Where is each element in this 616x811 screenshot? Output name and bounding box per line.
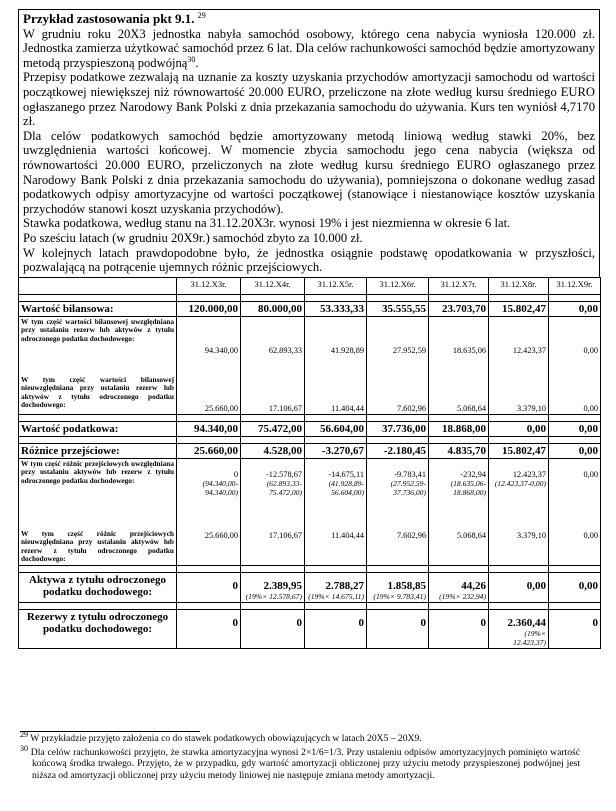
balance-value-cell: 15.802,47 — [489, 301, 549, 316]
footnote-separator — [20, 731, 200, 732]
spacer-cell — [367, 294, 429, 301]
tax-table — [18, 277, 601, 649]
footnote — [20, 729, 580, 745]
temp-diff-sub1-paren: (18.635,06-18.868,00) — [450, 478, 486, 497]
deferred-tax-asset-value: 2.389,95 — [263, 580, 302, 593]
header-blank — [19, 277, 177, 294]
balance-sub-label-1: W tym część wartości bilansowej uwzględniana przy ustalaniu rezerw lub aktywów z tytułu odroczonego podatku dochodowego: — [21, 316, 174, 343]
temp-diff-sub2-value: 0,00 — [583, 530, 598, 540]
spacer-cell — [367, 603, 429, 610]
spacer-row-2 — [19, 414, 601, 421]
balance-value-cell: 0,00 — [549, 301, 601, 316]
temp-diff-sub-cell — [177, 458, 241, 565]
example-title: Przykład zastosowania pkt 9.1. — [23, 11, 195, 26]
deferred-tax-asset-paren: (19%× 14.675,11) — [308, 592, 364, 602]
spacer-cell — [549, 603, 601, 610]
paragraph-5: Po sześciu latach (w grudniu 20X9r.) samochód zbyto za 10.000 zł. — [23, 230, 363, 245]
balance-sub-cell — [305, 316, 367, 414]
temp-diff-cell: -2.180,45 — [367, 443, 429, 458]
spacer-row-1 — [19, 294, 601, 301]
spacer-cell — [19, 414, 177, 421]
column-header: 31.12.X4r. — [241, 277, 305, 294]
column-header: 31.12.X6r. — [367, 277, 429, 294]
tax-value-row — [19, 421, 601, 436]
spacer-cell — [241, 414, 305, 421]
spacer-cell — [489, 436, 549, 443]
temp-diff-sub1-value: -14.675,11 — [328, 469, 364, 479]
temp-diff-sub1-paren: (62.893,33-75.472,00) — [266, 478, 302, 497]
temp-diff-sub2-value: 17.106,67 — [268, 530, 302, 540]
deferred-tax-asset-paren: (19%× 9.783,41) — [373, 592, 426, 602]
deferred-tax-asset-label: Aktywa z tytułu odroczonego podatku dochodowego: — [19, 573, 177, 603]
deferred-tax-asset-value: 1.858,85 — [387, 580, 426, 593]
temp-diff-sub1-value: -9.783,41 — [394, 469, 426, 479]
tax-value-cell: 56.604,00 — [305, 421, 367, 436]
balance-sub1-value: 18.635,06 — [452, 345, 486, 355]
temp-diff-sub1-paren — [551, 479, 598, 525]
footnote-number: 29 — [20, 729, 28, 739]
balance-sub1-value: 41.928,89 — [330, 345, 364, 355]
temp-diff-sub-label-1: W tym część różnic przejściowych uwzględniana przy ustalaniu aktywów lub rezerw z tytułu odroczonego podatku dochodowego: — [21, 458, 174, 485]
spacer-cell — [429, 566, 489, 573]
balance-value-cell: 35.555,55 — [367, 301, 429, 316]
spacer-cell — [241, 603, 305, 610]
spacer-cell — [429, 414, 489, 421]
balance-value-cell: 120.000,00 — [177, 301, 241, 316]
example-page — [18, 9, 600, 649]
deferred-tax-asset-row — [19, 573, 601, 603]
column-header: 31.12.X9r. — [549, 277, 601, 294]
column-header: 31.12.X8r. — [489, 277, 549, 294]
footnote-text: W przykładzie przyjęto założenia co do stawek podatkowych obowiązujących w latach 20X5 – 20X9. — [28, 733, 422, 744]
deferred-tax-asset-paren: (19%× 232,94) — [439, 592, 486, 602]
deferred-tax-reserve-row — [19, 610, 601, 649]
balance-sub2-value: 25.660,00 — [204, 403, 238, 413]
spacer-cell — [549, 294, 601, 301]
paragraph-1 — [23, 27, 595, 71]
balance-value-sub-row — [19, 316, 601, 414]
balance-sub2-value: 5.068,64 — [456, 403, 486, 413]
spacer-cell — [429, 603, 489, 610]
balance-sub2-value: 3.379,10 — [516, 403, 546, 413]
balance-value-cell: 53.333,33 — [305, 301, 367, 316]
spacer-cell — [19, 566, 177, 573]
spacer-cell — [367, 566, 429, 573]
tax-value-cell: 0,00 — [549, 421, 601, 436]
deferred-tax-reserve-value: 0 — [480, 617, 486, 630]
temp-diff-sub1-value: -12.578,67 — [266, 469, 302, 479]
column-header: 31.12.X3r. — [177, 277, 241, 294]
deferred-tax-asset-value: 0,00 — [578, 580, 598, 593]
spacer-cell — [241, 436, 305, 443]
balance-sub-cell — [429, 316, 489, 414]
spacer-cell — [429, 294, 489, 301]
temp-diff-sub1-paren: (41.928,89-56.604,00) — [328, 478, 364, 497]
balance-value-cell: 23.703,70 — [429, 301, 489, 316]
balance-sub1-value: 62.893,33 — [268, 345, 302, 355]
tax-value-cell: 0,00 — [489, 421, 549, 436]
spacer-cell — [19, 294, 177, 301]
temp-diff-sub-labels — [19, 458, 177, 565]
spacer-cell — [19, 603, 177, 610]
spacer-cell — [489, 414, 549, 421]
temp-diff-cell: 4.835,70 — [429, 443, 489, 458]
deferred-tax-reserve-cell — [177, 610, 241, 649]
balance-sub1-value: 27.952,59 — [392, 345, 426, 355]
temp-diff-sub1-paren: (27.952,59-37.736,00) — [390, 478, 426, 497]
spacer-row-4 — [19, 566, 601, 573]
spacer-cell — [177, 294, 241, 301]
balance-sub2-value: 0,00 — [583, 403, 598, 413]
spacer-cell — [489, 603, 549, 610]
deferred-tax-reserve-cell — [549, 610, 601, 649]
temp-diff-label: Różnice przejściowe: — [19, 443, 177, 458]
paragraph-4: Stawka podatkowa, według stanu na 31.12.20X3r. wynosi 19% i jest niezmienna w okresie 6 lat. — [23, 216, 511, 231]
temp-diff-row — [19, 443, 601, 458]
table-header-row — [19, 277, 601, 294]
deferred-tax-reserve-value: 2.360,44 — [507, 617, 546, 630]
deferred-tax-asset-value: 0 — [232, 580, 238, 593]
paragraph-2: Przepisy podatkowe zezwalają na uznanie za koszty uzyskania przychodów amortyzacji samochodu od wartości początkowej niewiększej niż równowartość 20.000 EURO, przeliczone na złote według kursu średniego EURO ogłaszanego przez Narodowy Bank Polski z dnia przekazania samochodu do używania. Kurs ten wyniósł 4,7170 zł. — [23, 70, 595, 129]
deferred-tax-asset-cell — [489, 573, 549, 603]
temp-diff-sub-label-2: W tym część różnic przejściowych nieuwzględniana przy ustalaniu aktywów lub rezerw z tytułu odroczonego podatku dochodowego: — [21, 528, 174, 564]
spacer-cell — [177, 566, 241, 573]
spacer-cell — [489, 566, 549, 573]
spacer-cell — [305, 294, 367, 301]
balance-sub-cell — [177, 316, 241, 414]
deferred-tax-reserve-cell — [429, 610, 489, 649]
temp-diff-sub-row — [19, 458, 601, 565]
temp-diff-sub1-value: -232,94 — [460, 469, 486, 479]
balance-sub-cell — [549, 316, 601, 414]
spacer-cell — [177, 436, 241, 443]
temp-diff-sub-cell — [489, 458, 549, 565]
balance-sub1-value: 0,00 — [583, 345, 598, 355]
deferred-tax-reserve-value: 0 — [358, 617, 364, 630]
temp-diff-sub-cell — [241, 458, 305, 565]
balance-sub1-value: 94.340,00 — [204, 345, 238, 355]
spacer-cell — [549, 566, 601, 573]
spacer-cell — [305, 603, 367, 610]
paragraph-3: Dla celów podatkowych samochód będzie amortyzowany metodą liniową według stawki 20%, bez uwzględnienia wartości końcowej. W momencie zbycia samochodu jego cena nabycia (większa od równowartości 20.000 EURO, przeliczonych na złote według kursu średniego EURO ogłaszanego przez Narodowy Bank Polski z dnia przekazania samochodu do używania), pomniejszona o dokonane według zasad podatkowych odpisy amortyzacyjne od wartości początkowej (stanowiące i niestanowiące kosztów uzyskania przychodów stanowi koszt uzyskania przychodów). — [23, 128, 595, 216]
deferred-tax-reserve-cell — [241, 610, 305, 649]
temp-diff-sub-cell — [549, 458, 601, 565]
deferred-tax-asset-cell — [305, 573, 367, 603]
footnote-ref-29: 29 — [197, 10, 206, 20]
deferred-tax-reserve-value: 0 — [232, 617, 238, 630]
temp-diff-cell: 4.528,00 — [241, 443, 305, 458]
spacer-cell — [305, 436, 367, 443]
spacer-cell — [177, 603, 241, 610]
spacer-cell — [19, 436, 177, 443]
footnotes — [20, 729, 580, 783]
temp-diff-sub2-value: 11.404,44 — [331, 530, 364, 540]
balance-sub2-value: 11.404,44 — [331, 403, 364, 413]
tax-value-label: Wartość podatkowa: — [19, 421, 177, 436]
temp-diff-sub1-value: 0 — [233, 469, 238, 479]
spacer-cell — [177, 414, 241, 421]
deferred-tax-reserve-cell — [305, 610, 367, 649]
balance-sub2-value: 7.602,96 — [396, 403, 426, 413]
temp-diff-sub-cell — [367, 458, 429, 565]
deferred-tax-asset-value: 44,26 — [461, 580, 486, 593]
deferred-tax-reserve-cell — [489, 610, 549, 649]
deferred-tax-asset-paren: (19%× 12.578,67) — [245, 592, 302, 602]
footnote-ref-30: 30 — [187, 54, 196, 64]
deferred-tax-asset-cell — [177, 573, 241, 603]
footnote-text: Dla celów rachunkowości przyjęto, że stawka amortyzacyjna wynosi 2×1/6=1/3. Przy ustaleniu odpisów amortyzacyjnych pominięto wartość końcową środka trwałego. Przyjęto, że w przypadku, gdy wartość amortyzacji obliczonej przy użyciu metody przyspieszonej podwójnej jest niższa od amortyzacji obliczonej przy użyciu metody liniowej nie następuje zmiana metody amortyzacji. — [28, 746, 580, 781]
balance-value-label: Wartość bilansowa: — [19, 301, 177, 316]
paragraph-1-end: . — [195, 55, 199, 70]
temp-diff-sub1-paren: (12.423,37-0,00) — [494, 478, 546, 488]
balance-sub-label-2: W tym część wartości bilansowej nieuwzględniana przy ustalaniu rezerw lub aktywów z tytułu odroczonego podatku dochodowego: — [21, 374, 174, 410]
balance-value-row — [19, 301, 601, 316]
temp-diff-sub1-value: 12.423,37 — [512, 469, 546, 479]
spacer-cell — [489, 294, 549, 301]
deferred-tax-reserve-paren: (19%× 12.423,37) — [513, 629, 546, 648]
deferred-tax-reserve-value: 0 — [592, 617, 598, 630]
column-header: 31.12.X7r. — [429, 277, 489, 294]
deferred-tax-asset-cell — [367, 573, 429, 603]
spacer-cell — [549, 414, 601, 421]
column-header: 31.12.X5r. — [305, 277, 367, 294]
temp-diff-sub2-value: 5.068,64 — [456, 530, 486, 540]
footnote-number: 30 — [20, 743, 28, 753]
spacer-cell — [241, 294, 305, 301]
spacer-row-5 — [19, 603, 601, 610]
spacer-cell — [367, 414, 429, 421]
temp-diff-cell: 25.660,00 — [177, 443, 241, 458]
deferred-tax-asset-value: 0,00 — [526, 580, 546, 593]
spacer-cell — [367, 436, 429, 443]
temp-diff-sub1-value: 0,00 — [583, 469, 598, 479]
balance-value-sub-labels — [19, 316, 177, 414]
deferred-tax-asset-cell — [241, 573, 305, 603]
tax-value-cell: 37.736,00 — [367, 421, 429, 436]
balance-sub2-value: 17.106,67 — [268, 403, 302, 413]
balance-sub-cell — [367, 316, 429, 414]
tax-value-cell: 94.340,00 — [177, 421, 241, 436]
footnote — [20, 743, 580, 782]
example-title-line — [23, 12, 595, 27]
temp-diff-sub2-value: 3.379,10 — [516, 530, 546, 540]
spacer-row-3 — [19, 436, 601, 443]
spacer-cell — [305, 566, 367, 573]
balance-value-cell: 80.000,00 — [241, 301, 305, 316]
temp-diff-sub-cell — [429, 458, 489, 565]
tax-value-cell: 18.868,00 — [429, 421, 489, 436]
deferred-tax-asset-cell — [549, 573, 601, 603]
balance-sub-cell — [489, 316, 549, 414]
temp-diff-sub-cell — [305, 458, 367, 565]
deferred-tax-asset-value: 2.788,27 — [325, 580, 364, 593]
example-intro — [18, 9, 600, 277]
spacer-cell — [429, 436, 489, 443]
deferred-tax-reserve-value: 0 — [420, 617, 426, 630]
paragraph-6: W kolejnych latach prawdopodobne było, że jednostka osiągnie podstawę opodatkowania w przyszłości, pozwalającą na potrącenie ujemnych różnic przejściowych. — [23, 245, 595, 275]
tax-value-cell: 75.472,00 — [241, 421, 305, 436]
temp-diff-sub2-value: 25.660,00 — [204, 530, 238, 540]
temp-diff-sub1-paren: (94.340,00-94.340,00) — [202, 478, 238, 497]
deferred-tax-reserve-value: 0 — [296, 617, 302, 630]
deferred-tax-reserve-cell — [367, 610, 429, 649]
temp-diff-cell: 0,00 — [549, 443, 601, 458]
spacer-cell — [549, 436, 601, 443]
deferred-tax-reserve-label: Rezerwy z tytułu odroczonego podatku dochodowego: — [19, 610, 177, 649]
spacer-cell — [305, 414, 367, 421]
temp-diff-cell: -3.270,67 — [305, 443, 367, 458]
temp-diff-sub2-value: 7.602,96 — [396, 530, 426, 540]
temp-diff-cell: 15.802,47 — [489, 443, 549, 458]
balance-sub-cell — [241, 316, 305, 414]
paragraph-1-text: W grudniu roku 20X3 jednostka nabyła samochód osobowy, którego cena nabycia wyniosła 120.000 zł. Jednostka zamierza użytkować samochód przez 6 lat. Dla celów rachunkowości samochód będzie amortyzowany metodą przyspieszoną podwójną — [23, 26, 595, 70]
spacer-cell — [241, 566, 305, 573]
balance-sub1-value: 12.423,37 — [512, 345, 546, 355]
deferred-tax-asset-cell — [429, 573, 489, 603]
